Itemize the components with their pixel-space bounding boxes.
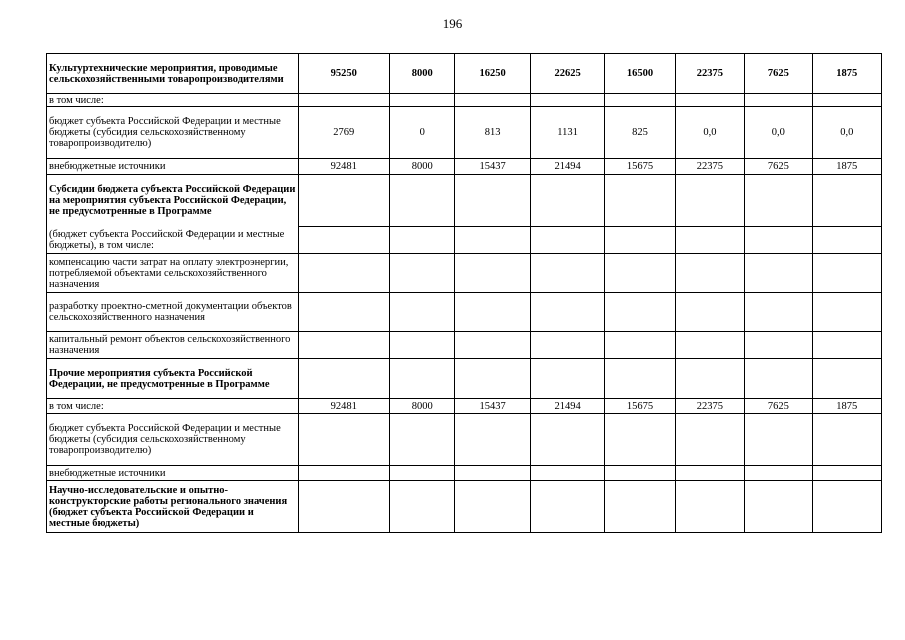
page-number: 196 — [442, 16, 463, 31]
value-cell — [745, 175, 812, 227]
value-cell: 22375 — [675, 54, 744, 94]
value-cell — [390, 332, 455, 359]
value-cell — [605, 227, 675, 254]
value-cell — [530, 332, 604, 359]
table-row — [47, 94, 882, 107]
value-cell — [390, 466, 455, 481]
table-row — [47, 481, 882, 533]
value-cell — [298, 227, 390, 254]
row-label: разработку проектно-сметной документации объектов сельскохозяйственного назначения — [47, 293, 299, 332]
value-cell — [812, 481, 881, 533]
value-cell: 1875 — [812, 54, 881, 94]
value-cell: 0,0 — [745, 107, 812, 159]
value-cell — [298, 466, 390, 481]
value-cell: 0 — [390, 107, 455, 159]
value-cell: 7625 — [745, 54, 812, 94]
value-cell: 15437 — [455, 399, 530, 414]
value-cell — [745, 359, 812, 399]
value-cell: 95250 — [298, 54, 390, 94]
value-cell — [455, 293, 530, 332]
row-label: Научно-исследовательские и опытно-конструкторские работы регионального значения (бюджет субъекта Российской Федерации и местные бюджеты) — [47, 481, 299, 533]
value-cell: 1875 — [812, 399, 881, 414]
table-row — [47, 466, 882, 481]
value-cell — [745, 481, 812, 533]
value-cell: 813 — [455, 107, 530, 159]
value-cell: 15437 — [455, 159, 530, 175]
value-cell — [745, 293, 812, 332]
value-cell — [390, 359, 455, 399]
table-row — [47, 399, 882, 414]
value-cell — [298, 332, 390, 359]
value-cell: 0,0 — [812, 107, 881, 159]
table-row — [47, 175, 882, 227]
value-cell — [455, 94, 530, 107]
row-label: капитальный ремонт объектов сельскохозяйственного назначения — [47, 332, 299, 359]
value-cell — [298, 481, 390, 533]
value-cell: 1875 — [812, 159, 881, 175]
value-cell: 8000 — [390, 159, 455, 175]
value-cell: 16500 — [605, 54, 675, 94]
value-cell — [530, 94, 604, 107]
table-row — [47, 254, 882, 293]
row-label: в том числе: — [47, 399, 299, 414]
value-cell — [605, 254, 675, 293]
table-row — [47, 414, 882, 466]
row-label: (бюджет субъекта Российской Федерации и местные бюджеты), в том числе: — [47, 227, 299, 254]
value-cell — [455, 466, 530, 481]
value-cell: 1131 — [530, 107, 604, 159]
value-cell: 8000 — [390, 54, 455, 94]
value-cell — [298, 254, 390, 293]
value-cell — [812, 254, 881, 293]
row-label: внебюджетные источники — [47, 159, 299, 175]
table-body — [47, 54, 882, 533]
table-row — [47, 159, 882, 175]
row-label: Культуртехнические мероприятия, проводимые сельскохозяйственными товаропроизводителями — [47, 54, 299, 94]
value-cell — [390, 293, 455, 332]
value-cell — [812, 414, 881, 466]
value-cell — [455, 254, 530, 293]
value-cell — [298, 94, 390, 107]
value-cell — [530, 414, 604, 466]
value-cell — [812, 94, 881, 107]
value-cell: 21494 — [530, 159, 604, 175]
value-cell — [675, 359, 744, 399]
value-cell: 15675 — [605, 399, 675, 414]
value-cell — [530, 481, 604, 533]
row-label: внебюджетные источники — [47, 466, 299, 481]
value-cell — [298, 175, 390, 227]
value-cell — [745, 466, 812, 481]
value-cell — [390, 175, 455, 227]
value-cell: 7625 — [745, 159, 812, 175]
table-row — [47, 359, 882, 399]
value-cell — [298, 293, 390, 332]
value-cell: 21494 — [530, 399, 604, 414]
row-label: Субсидии бюджета субъекта Российской Федерации на мероприятия субъекта Российской Федерации, не предусмотренные в Программе — [47, 175, 299, 227]
value-cell — [745, 414, 812, 466]
value-cell — [675, 254, 744, 293]
value-cell — [675, 227, 744, 254]
value-cell: 22375 — [675, 399, 744, 414]
value-cell: 7625 — [745, 399, 812, 414]
value-cell — [675, 414, 744, 466]
value-cell — [298, 359, 390, 399]
value-cell — [530, 254, 604, 293]
value-cell — [745, 254, 812, 293]
value-cell — [812, 175, 881, 227]
value-cell — [530, 293, 604, 332]
value-cell: 22375 — [675, 159, 744, 175]
value-cell — [390, 254, 455, 293]
table-row — [47, 227, 882, 254]
value-cell — [455, 332, 530, 359]
value-cell — [675, 293, 744, 332]
budget-table — [46, 53, 882, 533]
value-cell — [675, 481, 744, 533]
row-label: бюджет субъекта Российской Федерации и местные бюджеты (субсидия сельскохозяйственному товаропроизводителю) — [47, 107, 299, 159]
table-row — [47, 54, 882, 94]
value-cell — [455, 359, 530, 399]
value-cell — [530, 175, 604, 227]
value-cell — [812, 332, 881, 359]
value-cell — [812, 227, 881, 254]
value-cell — [390, 94, 455, 107]
value-cell — [605, 481, 675, 533]
value-cell — [745, 332, 812, 359]
value-cell: 22625 — [530, 54, 604, 94]
value-cell — [812, 466, 881, 481]
value-cell: 0,0 — [675, 107, 744, 159]
row-label: Прочие мероприятия субъекта Российской Федерации, не предусмотренные в Программе — [47, 359, 299, 399]
value-cell — [455, 414, 530, 466]
value-cell — [605, 94, 675, 107]
value-cell — [390, 227, 455, 254]
table-row — [47, 107, 882, 159]
value-cell — [675, 466, 744, 481]
value-cell — [605, 175, 675, 227]
value-cell — [298, 414, 390, 466]
value-cell — [455, 175, 530, 227]
value-cell: 8000 — [390, 399, 455, 414]
value-cell — [605, 293, 675, 332]
value-cell — [390, 414, 455, 466]
value-cell — [530, 227, 604, 254]
value-cell — [530, 466, 604, 481]
table-row — [47, 293, 882, 332]
value-cell — [745, 227, 812, 254]
value-cell — [455, 481, 530, 533]
value-cell — [812, 359, 881, 399]
value-cell — [455, 227, 530, 254]
value-cell — [390, 481, 455, 533]
row-label: компенсацию части затрат на оплату электроэнергии, потребляемой объектами сельскохозяйственного назначения — [47, 254, 299, 293]
value-cell — [812, 293, 881, 332]
value-cell — [605, 332, 675, 359]
value-cell: 16250 — [455, 54, 530, 94]
row-label: бюджет субъекта Российской Федерации и местные бюджеты (субсидия сельскохозяйственному товаропроизводителю) — [47, 414, 299, 466]
value-cell — [530, 359, 604, 399]
value-cell: 825 — [605, 107, 675, 159]
value-cell: 2769 — [298, 107, 390, 159]
table-row — [47, 332, 882, 359]
value-cell — [605, 414, 675, 466]
value-cell — [605, 359, 675, 399]
value-cell — [675, 94, 744, 107]
row-label: в том числе: — [47, 94, 299, 107]
value-cell — [605, 466, 675, 481]
value-cell — [675, 332, 744, 359]
value-cell: 92481 — [298, 159, 390, 175]
value-cell: 92481 — [298, 399, 390, 414]
value-cell — [675, 175, 744, 227]
value-cell: 15675 — [605, 159, 675, 175]
value-cell — [745, 94, 812, 107]
